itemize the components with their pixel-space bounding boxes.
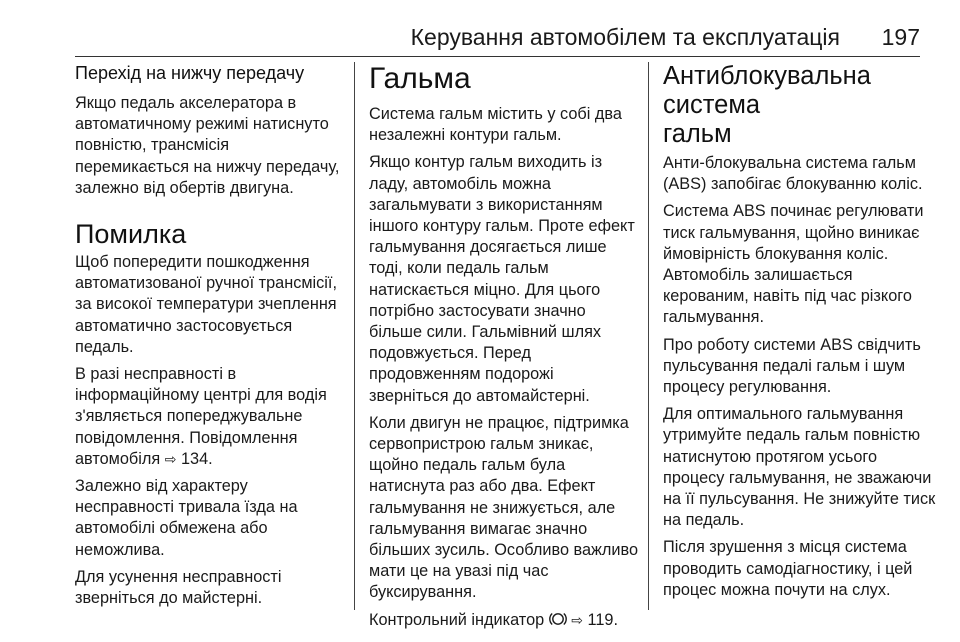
paragraph: Для усунення несправності зверніться до майстерні. [75, 567, 282, 608]
paragraph: Про роботу системи ABS свідчить пульсування педалі гальм і шум процесу регулювання. [663, 335, 921, 397]
paragraph: Система гальм містить у собі два незалежні контури гальм. [369, 105, 622, 145]
page-reference-arrow-icon: ⇨ [571, 611, 583, 628]
paragraph: Щоб попередити пошкодження автоматизованої ручної трансмісії, за високої температури зчеплення автоматично застосовується педаль. [75, 253, 337, 356]
paragraph: Коли двигун не працює, підтримка сервопристрою гальм зникає, щойно педаль гальм була натиснута раз або два. Ефект гальмування не знижується, але гальмування вимагає значно більших зусиль. Особливо важливо мати це на увазі під час буксирування. [369, 413, 639, 602]
column-divider [354, 62, 355, 610]
column-right [663, 62, 935, 642]
section-title-brakes: Гальма [369, 62, 471, 95]
page-number: 197 [881, 24, 920, 50]
section-title-abs: Антиблокувальна система гальм [663, 62, 871, 148]
paragraph: Після зрушення з місця система проводить самодіагностику, і цей процес можна почути на слух. [663, 538, 913, 599]
paragraph: Якщо контур гальм виходить із ладу, автомобіль можна загальмувати з використанням іншого контуру гальм. Проте ефект гальмування досягається лише тоді, коли педаль гальм натискається міцно. Для цього потрібно застосувати значно більше сили. Гальмівний шлях подовжується. Перед продовженням подорожі зверніться до автомайстерні. [369, 153, 635, 405]
paragraph: Система ABS починає регулювати тиск гальмування, щойно виникає ймовірність блокування коліс. Автомобіль залишається керованим, навіть під час різкого гальмування. [663, 202, 924, 327]
section-title-downshift: Перехід на нижчу передачу [75, 63, 305, 83]
paragraph: Залежно від характеру несправності тривала їзда на автомобілі обмежена або неможлива. [75, 477, 298, 559]
column-divider [648, 62, 649, 610]
brake-warning-icon [549, 611, 567, 627]
column-left [75, 62, 347, 642]
section-title-error: Помилка [75, 219, 187, 250]
header-rule [75, 56, 920, 57]
page-header [0, 0, 960, 56]
paragraph: Для оптимального гальмування утримуйте педаль гальм повністю натиснутою протягом усього процесу гальмування, не зважаючи на її пульсування. Не знижуйте тиск на педаль. [663, 405, 936, 530]
column-middle [369, 62, 641, 642]
paragraph: Якщо педаль акселератора в автоматичному режимі натиснуто повністю, трансмісія перемикається на нижчу передачу, залежно від обертів двигуна. [75, 94, 340, 197]
paragraph: Контрольний індикатор ⇨ 119. [369, 610, 619, 629]
paragraph: В разі несправності в інформаційному центрі для водія з'являється попереджувальне повідомлення. Повідомлення автомобіля ⇨ 134. [75, 365, 327, 468]
page-reference-arrow-icon: ⇨ [164, 450, 177, 467]
page-reference[interactable]: 134. [180, 449, 213, 468]
page-reference[interactable]: 119. [587, 610, 619, 629]
paragraph: Анти-блокувальна система гальм (ABS) запобігає блокуванню коліс. [663, 154, 923, 194]
chapter-title: Керування автомобілем та експлуатація [410, 24, 840, 50]
